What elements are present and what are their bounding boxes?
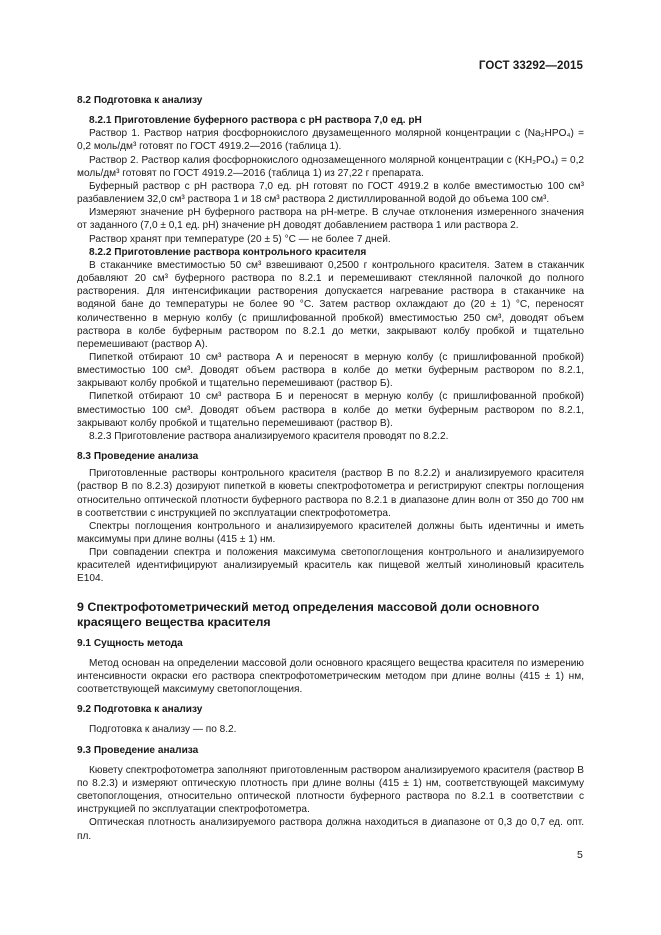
paragraph: 8.2.3 Приготовление раствора анализируемого красителя проводят по 8.2.2. [89, 430, 449, 442]
document-code: ГОСТ 33292—2015 [478, 60, 583, 72]
page-body [77, 94, 584, 843]
paragraph: Кювету спектрофотометра заполняют приготовленным раствором анализируемого красителя (раствор В по 8.2.3) и измеряют оптическую плотность при длине волны (415 ± 1) нм, соответствующей максимуму светопоглощения, относительно оптической плотности буферного раствора по 8.2.1 в соответствии с инструкцией по эксплуатации спектрофотометра. [77, 764, 584, 816]
section-8-2-1-title: 8.2.1 Приготовление буферного раствора с рН раствора 7,0 ед. рН [89, 115, 422, 127]
paragraph: Пипеткой отбирают 10 см³ раствора А и переносят в мерную колбу (с пришлифованной пробкой) вместимостью 100 см³. Доводят объем раствора в колбе до метки буферным раствором по 8.2.1, закрывают колбу пробкой и тщательно перемешивают (раствор Б). [77, 351, 584, 390]
section-9-2-title: 9.2 Подготовка к анализу [77, 704, 203, 716]
paragraph: Раствор 1. Раствор натрия фосфорнокислого двузамещенного молярной концентрации c (Na₂HPO₄) = 0,2 моль/дм³ готовят по ГОСТ 4919.2—2016 (таблица 1). [77, 128, 584, 153]
paragraph: Спектры поглощения контрольного и анализируемого красителей должны быть идентичны и иметь максимумы при длине волны (415 ± 1) нм. [77, 520, 584, 545]
paragraph: Раствор 2. Раствор калия фосфорнокислого однозамещенного молярной концентрации c (KH₂PO₄) = 0,2 моль/дм³ готовят по ГОСТ 4919.2—2016 (таблица 1) из 27,22 г препарата. [77, 154, 584, 179]
paragraph: Подготовка к анализу — по 8.2. [89, 724, 237, 736]
paragraph: Метод основан на определении массовой доли основного красящего вещества красителя по измерению интенсивности окраски его раствора спектрофотометрическим методом при длине волны (415 ± 1) нм, соответствующей максимуму светопоглощения. [77, 657, 584, 696]
paragraph: Приготовленные растворы контрольного красителя (раствор В по 8.2.2) и анализируемого красителя (раствор В по 8.2.3) дозируют пипеткой в кюветы спектрофотометра и регистрируют спектры поглощения относительно оптической плотности буферного раствора по 8.2.1 в диапазоне длин волн от 350 до 700 нм в соответствии с инструкцией по эксплуатации спектрофотометра. [77, 468, 584, 519]
paragraph: Измеряют значение рН буферного раствора на рН-метре. В случае отклонения измеренного значения от заданного (7,0 ± 0,1 ед. рН) значение рН доводят добавлением раствора 1 или раствора 2. [77, 207, 584, 232]
paragraph: В стаканчике вместимостью 50 см³ взвешивают 0,2500 г контрольного красителя. Затем в стаканчик добавляют 20 см³ буферного раствора по 8.2.1 и перемешивают стеклянной палочкой до полного растворения. Для интенсификации растворения допускается нагревание раствора в стаканчике на водяной бане до температуры не более 90 °С. Затем раствор охлаждают до (20 ± 1) °С, переносят количественно в мерную колбу (с пришлифованной пробкой) вместимостью 250 см³, доводят объем раствора в колбе буферным раствором по 8.2.1 до метки, закрывают колбу пробкой и тщательно перемешивают (раствор А). [77, 259, 584, 350]
paragraph: При совпадении спектра и положения максимума светопоглощения контрольного и анализируемого красителей идентифицируют анализируемый краситель как пищевой желтый хинолиновый краситель Е104. [77, 547, 584, 585]
paragraph: Пипеткой отбирают 10 см³ раствора Б и переносят в мерную колбу (с пришлифованной пробкой) вместимостью 100 см³. Доводят объем раствора в колбе до метки буферным раствором по 8.2.1, закрывают колбу пробкой и тщательно перемешивают (раствор В). [77, 391, 584, 429]
paragraph: Раствор хранят при температуре (20 ± 5) °С — не более 7 дней. [89, 233, 391, 245]
section-8-2-title: 8.2 Подготовка к анализу [77, 95, 203, 106]
page-number: 5 [577, 849, 583, 861]
section-8-2-2-title: 8.2.2 Приготовление раствора контрольного красителя [89, 246, 367, 258]
paragraph: Оптическая плотность анализируемого раствора должна находиться в диапазоне от 0,3 до 0,7 ед. опт. пл. [77, 817, 584, 842]
section-9-1-title: 9.1 Сущность метода [77, 637, 183, 649]
section-9-3-title: 9.3 Проведение анализа [77, 744, 199, 756]
section-8-3-title: 8.3 Проведение анализа [77, 451, 199, 463]
section-9-title: 9 Спектрофотометрический метод определения массовой доли основного красящего вещества красителя [77, 599, 540, 629]
paragraph: Буферный раствор с рН раствора 7,0 ед. рН готовят по ГОСТ 4919.2 в колбе вместимостью 100 см³ разбавлением 32,0 см³ раствора 1 и 18 см³ раствора 2 дистиллированной водой до объема 100 см³. [77, 180, 584, 206]
